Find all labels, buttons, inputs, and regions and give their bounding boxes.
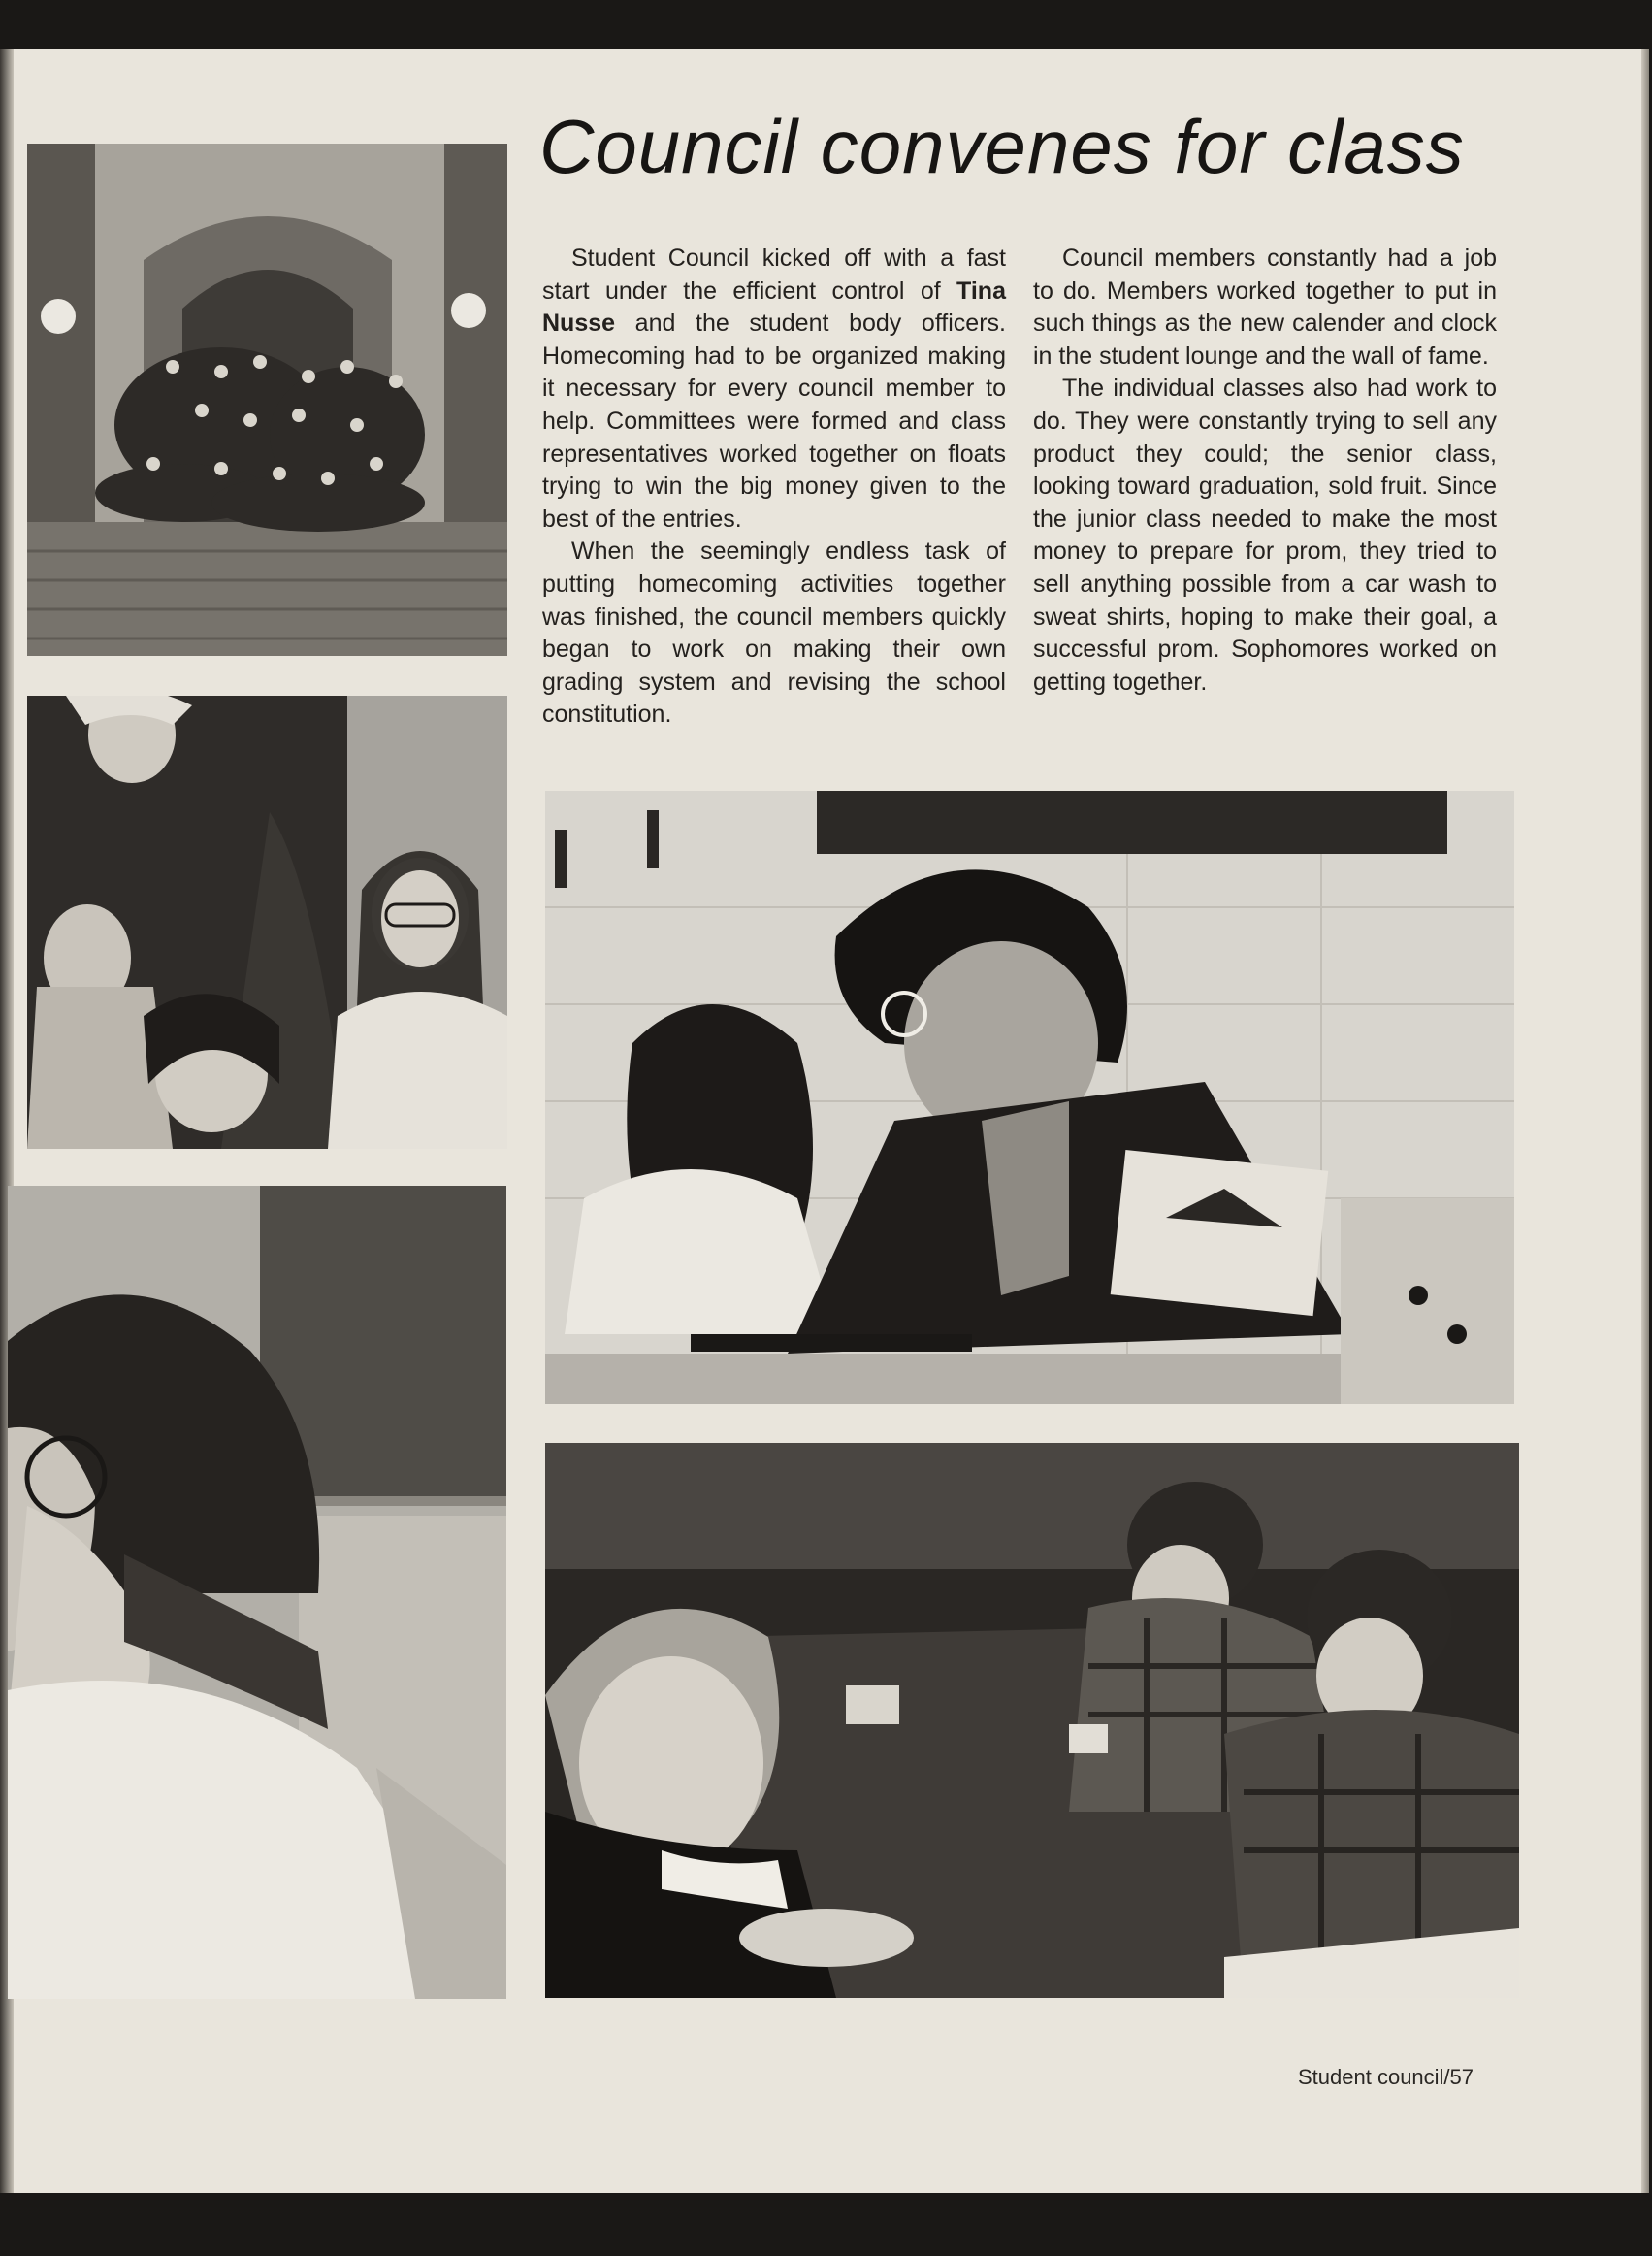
paragraph <box>542 243 1006 536</box>
student-name: Tina Nusse <box>542 277 1006 338</box>
page-folio: Student council/57 <box>1298 2065 1474 2089</box>
page-edge <box>1641 49 1649 2193</box>
body-column-2 <box>1033 243 1497 699</box>
text: Student Council kicked off with a fast start under the efficient control of <box>542 245 1006 305</box>
photo-student-at-desk <box>545 791 1514 1404</box>
paragraph: Council members constantly had a job to do. Members worked together to put in such things as the new calender and clock in the student lounge and the wall of fame. <box>1033 245 1497 370</box>
text: and the student body officers. Homecoming had to be organized making it necessary for every council member to help. Committees were formed and class representatives worked together on floats trying to win the big money given to the best of the entries. <box>542 310 1006 533</box>
yearbook-page <box>0 49 1649 2193</box>
photo-student-thinking <box>8 1186 506 1999</box>
page-title: Council convenes for class <box>539 104 1465 189</box>
body-column-1 <box>542 243 1006 732</box>
photo-council-group-on-steps <box>27 144 507 656</box>
photo-students-at-table <box>545 1443 1519 1998</box>
paragraph: When the seemingly endless task of putting homecoming activities together was finished, the council members quickly began to work on making their own grading system and revising the school constitution. <box>542 538 1006 729</box>
photo-student-officers <box>27 696 507 1149</box>
paragraph: The individual classes also had work to do. They were constantly trying to sell any product they could; the senior class, looking toward graduation, sold fruit. Since the junior class needed to make the most money to prepare for prom, they tried to sell anything possible from a car wash to sweat shirts, hoping to make their goal, a successful prom. Sophomores worked on getting together. <box>1033 375 1497 696</box>
